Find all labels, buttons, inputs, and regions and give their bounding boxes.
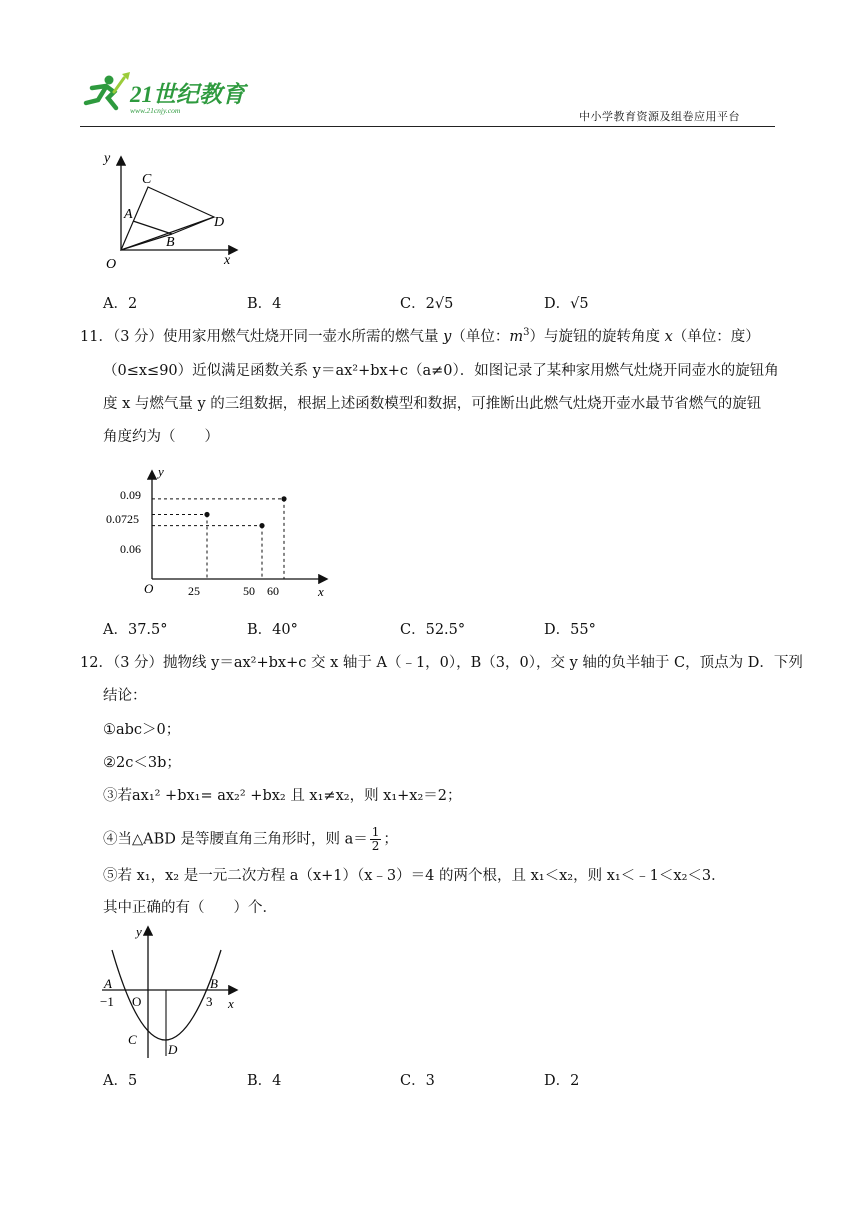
q11-line-1: 11．（3 分）使用家用燃气灶烧开同一壶水所需的燃气量 y（单位：$m^3$）与旋钮的旋转角度 x（单位：度） (80, 327, 760, 345)
q11-line-3: 度 x 与燃气量 y 的三组数据，根据上述函数模型和数据，可推断出此燃气灶烧开壶水最节省燃气的旋钮 (103, 396, 762, 412)
segment-ab (133, 221, 172, 234)
y-tick-label: 0.0725 (106, 512, 139, 526)
logo-url: www.21cnjy.com (130, 106, 181, 115)
q11-data-points (204, 496, 286, 528)
x-axis-label: x (224, 253, 231, 268)
site-logo (78, 70, 253, 118)
q12-statement-2: ②2c＜3b； (103, 755, 181, 771)
q11-option-a[interactable]: A．37.5° (103, 622, 168, 638)
segment-ob (121, 234, 172, 250)
point-a-label: A (124, 207, 133, 222)
q11-option-b[interactable]: B．40° (247, 622, 298, 638)
origin-label: O (106, 257, 117, 272)
point-d-label: D (168, 1042, 178, 1057)
point-a-label: A (104, 976, 112, 991)
minus-one-label: −1 (100, 994, 114, 1009)
q12-option-d[interactable]: D．2 (544, 1073, 580, 1089)
q12-y-label: y (136, 924, 142, 939)
q11-option-c[interactable]: C．52.5° (400, 622, 466, 638)
point-c-label: C (128, 1032, 137, 1047)
q11-line-4: 角度约为（ ） (103, 429, 219, 445)
q12-line-1: 12．（3 分）抛物线 y＝ax²+bx+c 交 x 轴于 A（﹣1，0），B（3，0），交 y 轴的负半轴于 C，顶点为 D．下列 (80, 655, 803, 671)
q11-origin-label: O (144, 581, 154, 596)
q10-option-a[interactable]: A．2 (103, 296, 138, 312)
q11-chart (106, 462, 340, 602)
q10-option-c[interactable]: C．2√5 (400, 296, 454, 312)
q12-line-2: 结论： (103, 688, 147, 704)
q12-statement-5: ⑤若 x₁，x₂ 是一元二次方程 a（x+1）（x﹣3）＝4 的两个根，且 x₁＜x₂，则 x₁＜﹣1＜x₂＜3． (103, 868, 726, 884)
q10-option-b[interactable]: B．4 (247, 296, 282, 312)
header-divider (80, 126, 775, 127)
data-point (259, 523, 264, 528)
q12-statement-3: ③若ax₁² +bx₁= ax₂² +bx₂ 且 x₁≠x₂，则 x₁+x₂＝2； (103, 788, 462, 804)
point-b-label: B (210, 976, 218, 991)
q12-figure (96, 922, 246, 1062)
q10-option-d[interactable]: D．√5 (544, 296, 589, 312)
q10-figure (96, 148, 246, 276)
y-axis-label: y (104, 151, 111, 166)
y-tick-label: 0.09 (120, 488, 141, 502)
q12-prompt: 其中正确的有（ ）个． (103, 900, 277, 916)
x-tick-label: 25 (188, 584, 200, 598)
x-tick-label: 50 (243, 584, 255, 598)
q12-origin-label: O (132, 994, 142, 1009)
q12-option-b[interactable]: B．4 (247, 1073, 282, 1089)
logo-text: 21世纪教育 (130, 82, 245, 107)
platform-name: 中小学教育资源及组卷应用平台 (579, 110, 740, 123)
q12-option-a[interactable]: A．5 (103, 1073, 138, 1089)
q12-option-c[interactable]: C．3 (400, 1073, 435, 1089)
fraction-one-half: $\frac{1}{2}$ (371, 825, 380, 853)
point-d-label: D (214, 215, 225, 230)
q11-line-2: （0≤x≤90）近似满足函数关系 y＝ax²+bx+c（a≠0）．如图记录了某种家用燃气灶烧开同壶水的旋钮角 (103, 363, 779, 379)
data-point (204, 512, 209, 517)
data-point (281, 496, 286, 501)
q12-x-label: x (228, 996, 234, 1011)
x-tick-label: 60 (267, 584, 279, 598)
runner-icon (86, 72, 130, 108)
q12-statement-1: ①abc＞0； (103, 722, 181, 738)
q11-guide-lines (152, 499, 284, 579)
q12-statement-4: ④当△ABD 是等腰直角三角形时，则 a＝ $\frac{1}{2}$ ； (103, 825, 398, 853)
point-c-label: C (142, 172, 152, 187)
three-label: 3 (206, 994, 213, 1009)
segment-bd (172, 217, 214, 234)
q11-option-d[interactable]: D．55° (544, 622, 596, 638)
q11-y-axis-label: y (158, 464, 164, 479)
point-b-label: B (166, 235, 175, 250)
y-tick-label: 0.06 (120, 542, 141, 556)
q11-x-axis-label: x (318, 584, 324, 599)
